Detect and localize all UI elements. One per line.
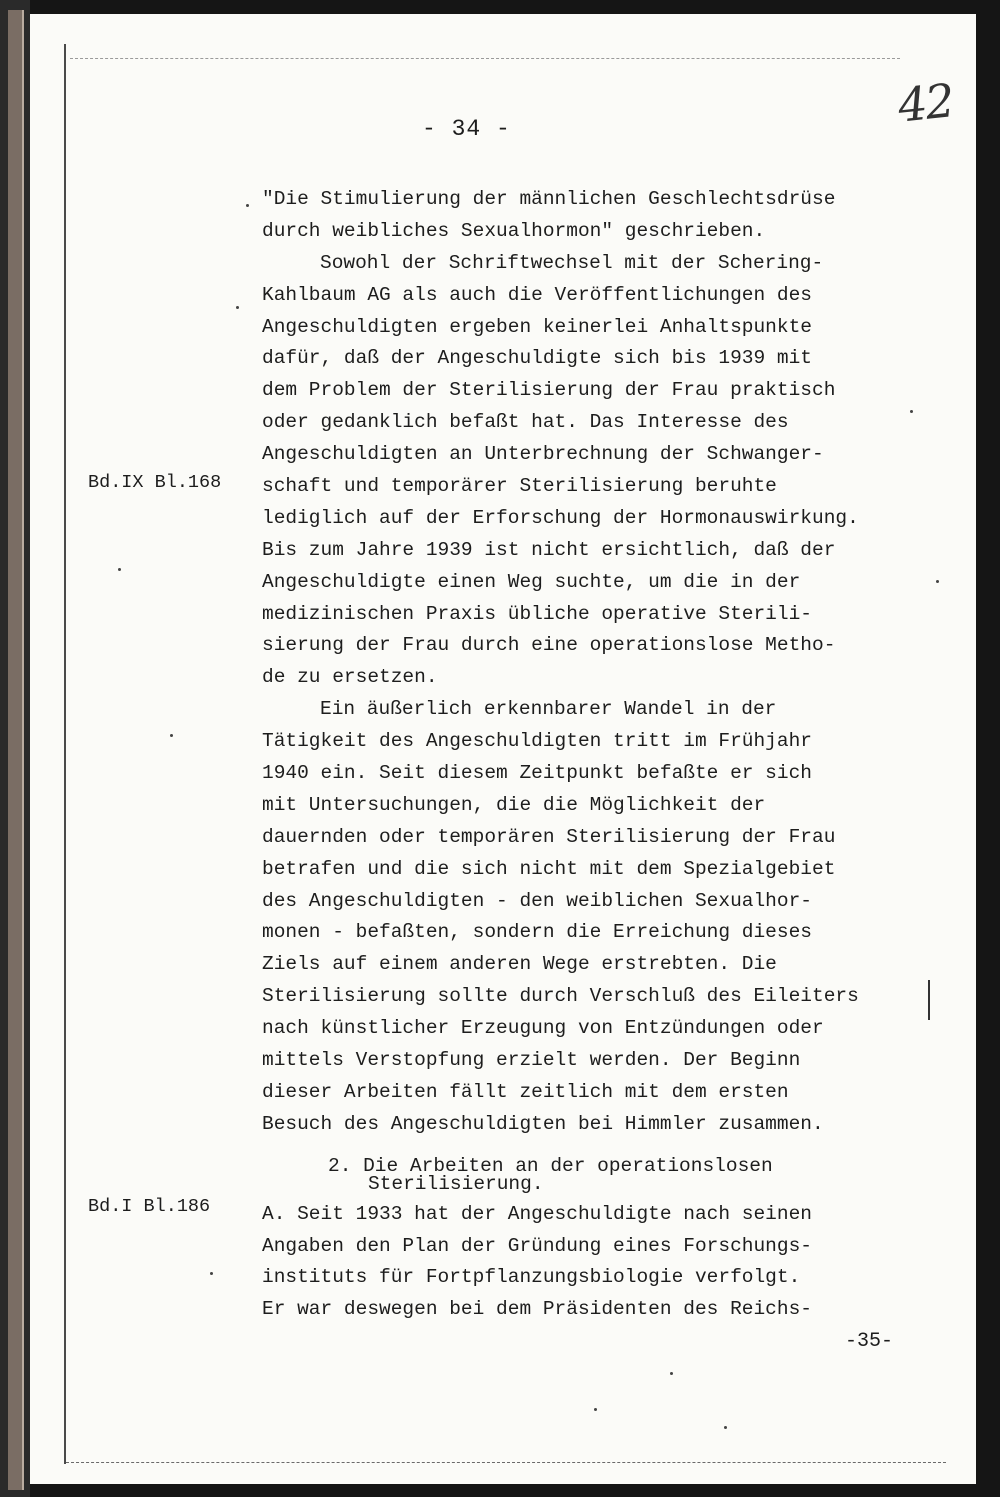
text-line: schaft und temporärer Sterilisierung beruhte <box>262 475 777 498</box>
top-rule <box>70 58 900 59</box>
text-line: lediglich auf der Erforschung der Hormonauswirkung. <box>262 506 859 529</box>
text-line: Angeschuldigten an Unterbrechnung der Schwanger- <box>262 443 824 466</box>
text-line: Angeschuldigte einen Weg suchte, um die in der <box>262 570 801 593</box>
text-line: Sterilisierung sollte durch Verschluß des Eileiters <box>262 985 859 1008</box>
text-line: Angaben den Plan der Gründung eines Forschungs- <box>262 1234 812 1257</box>
paper-speck <box>170 734 173 737</box>
text-line: Ein äußerlich erkennbarer Wandel in der <box>320 698 777 721</box>
bottom-rule <box>66 1462 946 1463</box>
paper-speck <box>936 580 939 583</box>
text-line: medizinischen Praxis übliche operative Sterili- <box>262 602 812 625</box>
text-line: dem Problem der Sterilisierung der Frau praktisch <box>262 379 836 402</box>
paper-speck <box>910 410 913 413</box>
text-line: Kahlbaum AG als auch die Veröffentlichungen des <box>262 283 812 306</box>
paper-speck <box>236 306 239 309</box>
paper-speck <box>724 1426 727 1429</box>
text-line: de zu ersetzen. <box>262 666 438 689</box>
handwritten-folio-number: 42 <box>895 73 956 133</box>
paper-speck <box>210 1272 213 1275</box>
left-margin-rule <box>64 44 66 1464</box>
text-line: monen - befaßten, sondern die Erreichung dieses <box>262 921 812 944</box>
text-line: 1940 ein. Seit diesem Zeitpunkt befaßte er sich <box>262 762 812 785</box>
text-line: Er war deswegen bei dem Präsidenten des Reichs- <box>262 1298 812 1321</box>
section-heading-continuation: Sterilisierung. <box>368 1172 544 1195</box>
paper-speck <box>246 204 249 207</box>
text-line: Bis zum Jahre 1939 ist nicht ersichtlich, daß der <box>262 538 836 561</box>
body-text <box>262 184 932 1326</box>
text-line: durch weibliches Sexualhormon" geschrieben. <box>262 219 766 242</box>
text-line: nach künstlicher Erzeugung von Entzündungen oder <box>262 1017 824 1040</box>
document-page <box>30 14 976 1484</box>
text-line: Sowohl der Schriftwechsel mit der Schering- <box>320 251 824 274</box>
paper-speck <box>670 1372 673 1375</box>
text-line: mit Untersuchungen, die die Möglichkeit der <box>262 793 766 816</box>
section-heading: 2. Die Arbeiten an der operationslosen <box>328 1154 773 1177</box>
text-line: Besuch des Angeschuldigten bei Himmler zusammen. <box>262 1112 824 1135</box>
text-line: instituts für Fortpflanzungsbiologie verfolgt. <box>262 1266 801 1289</box>
binder-edge <box>8 10 24 1490</box>
text-line: sierung der Frau durch eine operationslose Metho- <box>262 634 836 657</box>
text-line: Tätigkeit des Angeschuldigten tritt im Frühjahr <box>262 730 812 753</box>
text-line: "Die Stimulierung der männlichen Geschlechtsdrüse <box>262 188 836 210</box>
text-line: oder gedanklich befaßt hat. Das Interesse des <box>262 411 789 434</box>
text-line: betrafen und die sich nicht mit dem Spezialgebiet <box>262 857 836 880</box>
text-line: Angeschuldigten ergeben keinerlei Anhaltspunkte <box>262 315 812 338</box>
text-line: Ziels auf einem anderen Wege erstrebten. Die <box>262 953 777 976</box>
page-number: - 34 - <box>422 116 511 142</box>
text-line: dauernden oder temporären Sterilisierung der Frau <box>262 825 836 848</box>
paper-speck <box>594 1408 597 1411</box>
margin-reference: Bd.IX Bl.168 <box>88 472 222 493</box>
paper-speck <box>118 568 121 571</box>
next-page-marker: -35- <box>845 1330 894 1353</box>
text-line: dafür, daß der Angeschuldigte sich bis 1939 mit <box>262 347 812 370</box>
text-line: A. Seit 1933 hat der Angeschuldigte nach seinen <box>262 1202 812 1225</box>
text-line: dieser Arbeiten fällt zeitlich mit dem ersten <box>262 1080 789 1103</box>
text-line: mittels Verstopfung erzielt werden. Der Beginn <box>262 1049 801 1072</box>
margin-mark <box>928 980 930 1020</box>
text-line: des Angeschuldigten - den weiblichen Sexualhor- <box>262 889 812 912</box>
margin-reference: Bd.I Bl.186 <box>88 1196 211 1217</box>
